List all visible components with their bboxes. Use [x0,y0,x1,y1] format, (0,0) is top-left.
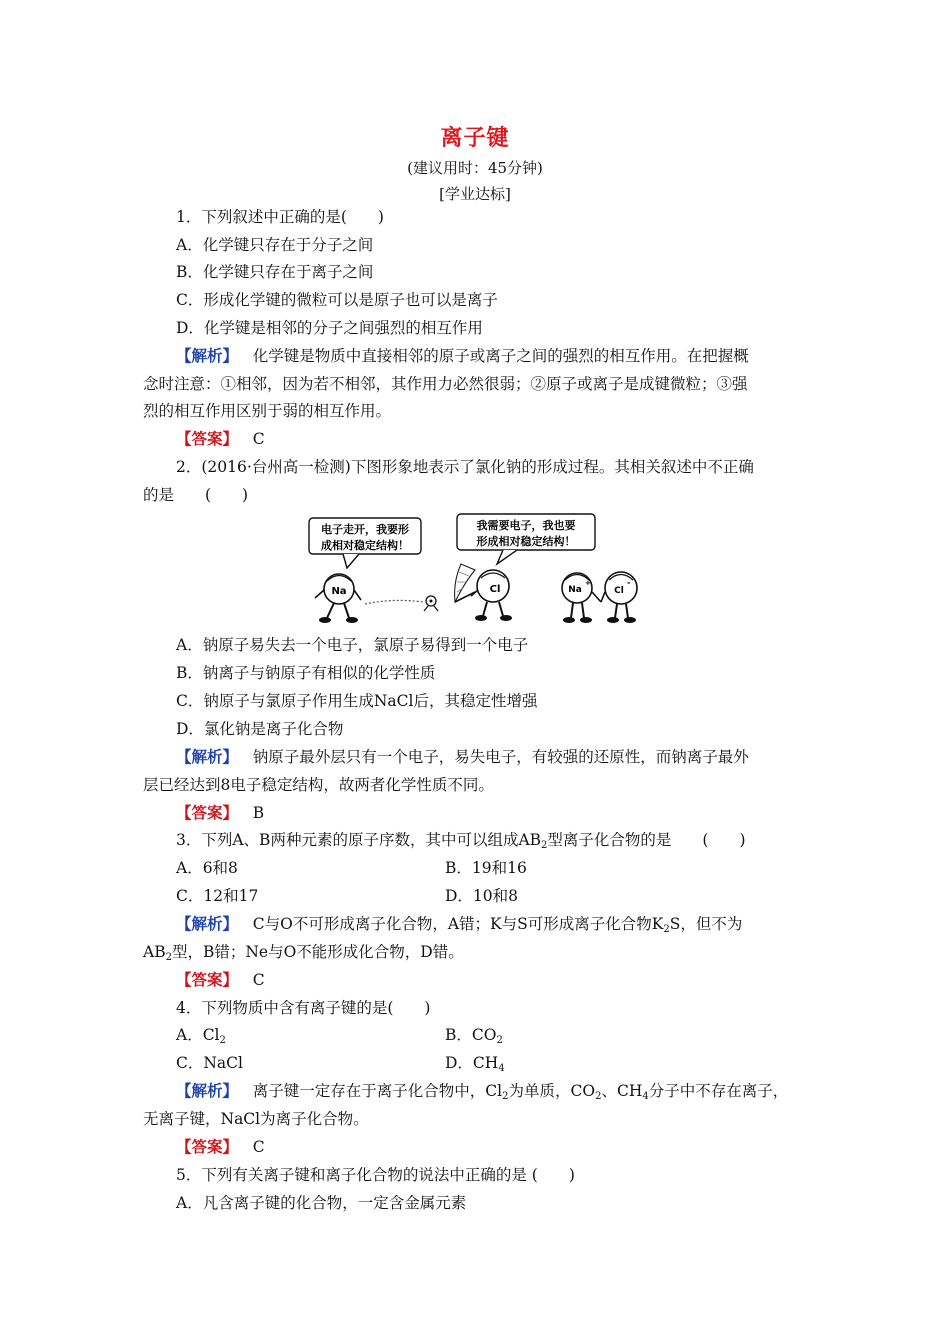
q2-stem-line-1: 2．(2016·台州高一检测)下图形象地表示了氯化钠的形成过程。其相关叙述中不正确 [176,458,754,476]
q3-stem-part-2: 型离子化合物的是 ( ) [547,831,746,849]
suggested-time: (建议用时：45分钟) [407,159,543,177]
q1-answer-value: C [252,430,265,448]
na-bubble-tail [343,554,359,568]
q4-option-a-text: A．Cl [176,1026,220,1044]
q2-analysis-line-2: 层已经达到8电子稳定结构，故两者化学性质不同。 [143,776,494,794]
sodium-chloride-formation-figure [303,512,649,630]
q3-option-a: A．6和8 [176,859,238,877]
q4-analysis-subscript-1: 2 [502,1091,509,1102]
q2-analysis-line-1 [176,747,749,767]
q1-analysis-label: 【解析】 [176,346,239,365]
cl-bubble-line-1: 我需要电子，我也要 [476,519,576,532]
q2-stem-line-2: 的是 ( ) [143,486,249,504]
q3-answer-label: 【答案】 [176,970,239,989]
electron-character [424,596,438,611]
q1-analysis-line-1 [176,346,749,366]
q1-analysis-line-2: 念时注意：①相邻，因为若不相邻，其作用力必然很弱；②原子或离子是成键微粒；③强 [143,375,748,393]
q3-analysis-line-1 [176,914,742,934]
q1-option-a: A．化学键只存在于分子之间 [176,236,374,254]
q4-option-b-text: B．CO [445,1026,497,1044]
na-ion-charge: + [585,579,591,587]
q4-answer-value: C [252,1138,265,1156]
q4-option-d [445,1053,505,1073]
q3-analysis-subscript-1: 2 [663,924,670,935]
page-title: 离子键 [440,126,510,151]
q4-analysis-subscript-3: 4 [642,1091,649,1102]
q4-option-b-subscript: 2 [496,1035,503,1046]
cl-bubble-line-2: 形成相对稳定结构！ [476,535,576,548]
na-bubble-line-1: 电子走开，我要形 [321,523,409,536]
q3-option-d: D．10和8 [445,887,519,905]
na-ion-label: Na [568,585,582,595]
q1-option-c: C．形成化学键的微粒可以是原子也可以是离子 [176,291,498,309]
q4-option-d-subscript: 4 [498,1063,505,1074]
q3-analysis-label: 【解析】 [176,914,239,933]
q1-stem: 1．下列叙述中正确的是( ) [176,208,384,226]
q2-analysis-label: 【解析】 [176,747,239,766]
cl-atom-label: Cl [489,584,501,595]
q2-answer-value: B [252,804,265,822]
q5-option-a: A．凡含离子键的化合物，一定含金属元素 [176,1194,467,1212]
q1-analysis-line-3: 烈的相互作用区别于弱的相互作用。 [143,402,392,420]
q3-analysis-part-2: S，但不为 [669,915,743,933]
section-heading: [学业达标] [439,185,511,203]
q2-option-d: D．氯化钠是离子化合物 [176,720,344,738]
q4-analysis-part-1: 离子键一定存在于离子化合物中，Cl [252,1082,503,1100]
cl-ion-character [601,572,637,623]
q4-option-c: C．NaCl [176,1054,243,1072]
cl-ion-charge: - [627,578,631,587]
q4-answer-label: 【答案】 [176,1137,239,1156]
q5-stem: 5．下列有关离子键和离子化合物的说法中正确的是 ( ) [176,1166,575,1184]
q4-answer [176,1137,265,1157]
na-ion-character [562,573,601,623]
cl-atom-character [471,570,512,621]
q2-analysis-text-1: 钠原子最外层只有一个电子，易失电子，有较强的还原性，而钠离子最外 [252,748,749,766]
q4-option-a [176,1025,226,1045]
q1-analysis-text-1: 化学键是物质中直接相邻的原子或离子之间的强烈的相互作用。在把握概 [252,347,749,365]
q4-analysis-label: 【解析】 [176,1081,239,1100]
q3-option-b: B．19和16 [445,859,527,877]
q1-answer-label: 【答案】 [176,429,239,448]
q2-answer-label: 【答案】 [176,803,239,822]
q3-analysis-line-2 [143,942,464,962]
q3-stem-subscript: 2 [541,840,548,851]
q3-analysis-subscript-2: 2 [165,952,172,963]
na-atom-label: Na [331,586,347,597]
q4-analysis-line-2: 无离子键，NaCl为离子化合物。 [143,1110,369,1128]
q4-analysis-part-3: 、CH [601,1082,643,1100]
q3-option-c: C．12和17 [176,887,259,905]
q4-analysis-line-1 [176,1081,788,1101]
na-atom-character [315,574,361,623]
q4-option-a-subscript: 2 [219,1035,226,1046]
cl-bubble-tail [497,550,517,564]
electron-trail [365,600,423,604]
q4-option-b [445,1025,503,1045]
cl-ion-label: Cl [614,586,624,596]
q4-stem: 4．下列物质中含有离子键的是( ) [176,999,431,1017]
q3-analysis-part-3: AB [143,943,166,961]
q4-analysis-part-2: 为单质，CO [508,1082,596,1100]
q2-option-b: B．钠离子与钠原子有相似的化学性质 [176,664,436,682]
q3-answer-value: C [252,971,265,989]
q3-answer [176,970,265,990]
butterfly-net [455,564,475,602]
q2-answer [176,803,264,823]
q4-option-d-text: D．CH [445,1054,499,1072]
q3-stem-part-1: 3．下列A、B两种元素的原子序数，其中可以组成AB [176,831,542,849]
q2-option-c: C．钠原子与氯原子作用生成NaCl后，其稳定性增强 [176,692,538,710]
q1-option-d: D．化学键是相邻的分子之间强烈的相互作用 [176,319,483,337]
q4-analysis-part-4: 分子中不存在离子， [648,1082,789,1100]
q3-analysis-part-1: C与O不可形成离子化合物，A错；K与S可形成离子化合物K [252,915,664,933]
q3-analysis-part-4: 型，B错；Ne与O不能形成化合物，D错。 [171,943,464,961]
na-bubble-line-2: 成相对稳定结构！ [321,539,409,552]
q2-option-a: A．钠原子易失去一个电子，氯原子易得到一个电子 [176,636,529,654]
q4-analysis-subscript-2: 2 [595,1091,602,1102]
q1-answer [176,429,265,449]
q3-stem [176,830,746,850]
q1-option-b: B．化学键只存在于离子之间 [176,263,374,281]
